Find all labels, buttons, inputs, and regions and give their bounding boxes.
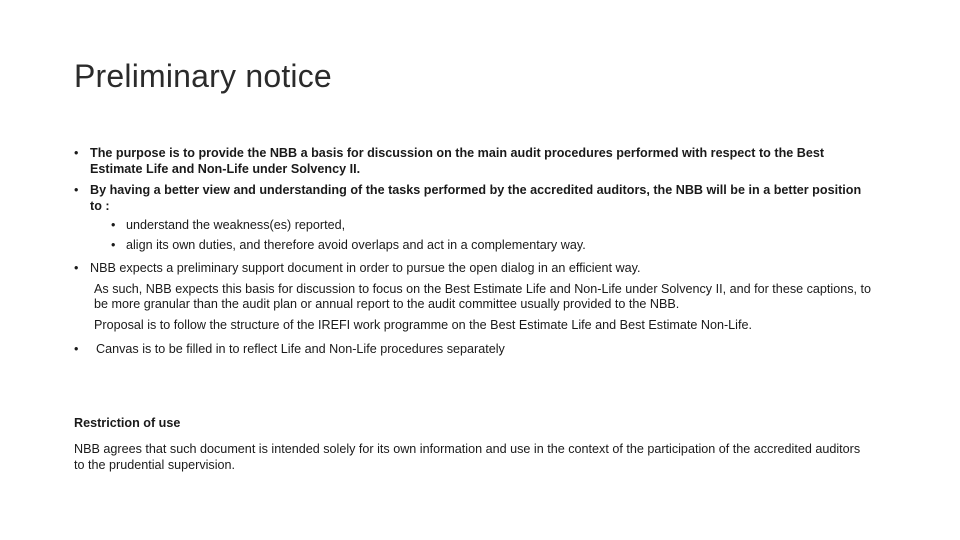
bullet-icon: • — [111, 218, 116, 232]
sub-bullet-weakness — [74, 218, 874, 234]
paragraph-proposal: Proposal is to follow the structure of the IREFI work programme on the Best Estimate Life and Best Estimate Non-Life. — [94, 317, 752, 332]
sub-bullet-weakness-text: understand the weakness(es) reported, — [126, 218, 346, 232]
sub-bullet-align — [74, 238, 874, 254]
bullet-better-view — [74, 183, 874, 214]
bullet-better-view-text: By having a better view and understanding of the tasks performed by the accredited auditors, the NBB will be in a better position to : — [90, 183, 862, 213]
sub-bullet-align-text: align its own duties, and therefore avoid overlaps and act in a complementary way. — [126, 237, 586, 252]
restriction-text: NBB agrees that such document is intended solely for its own information and use in the context of the participation of the accredited auditors to the prudential supervision. — [74, 442, 861, 472]
bullet-purpose-text: The purpose is to provide the NBB a basis for discussion on the main audit procedures performed with respect to the Best Estimate Life and Non-Life under Solvency II. — [90, 146, 825, 176]
bullet-nbb-expects-text: NBB expects a preliminary support document in order to pursue the open dialog in an efficient way. — [90, 261, 641, 275]
bullet-icon: • — [74, 183, 79, 197]
bullet-canvas-text: Canvas is to be filled in to reflect Life and Non-Life procedures separately — [96, 342, 505, 356]
bullet-purpose — [74, 146, 874, 177]
restriction-title: Restriction of use — [74, 416, 181, 430]
bullet-icon: • — [111, 237, 116, 252]
bullet-nbb-expects — [74, 261, 874, 277]
bullet-icon: • — [74, 261, 79, 275]
bullet-icon: • — [74, 146, 79, 160]
paragraph-as-such: As such, NBB expects this basis for discussion to focus on the Best Estimate Life and Non-Life under Solvency II, and for these captions, to be more granular than the audit plan or annual report to the audit committee usually provided to the NBB. — [94, 281, 872, 311]
bullet-icon: • — [74, 342, 79, 356]
slide-title: Preliminary notice — [74, 58, 332, 94]
slide-body — [74, 146, 874, 358]
bullet-canvas — [74, 342, 874, 358]
